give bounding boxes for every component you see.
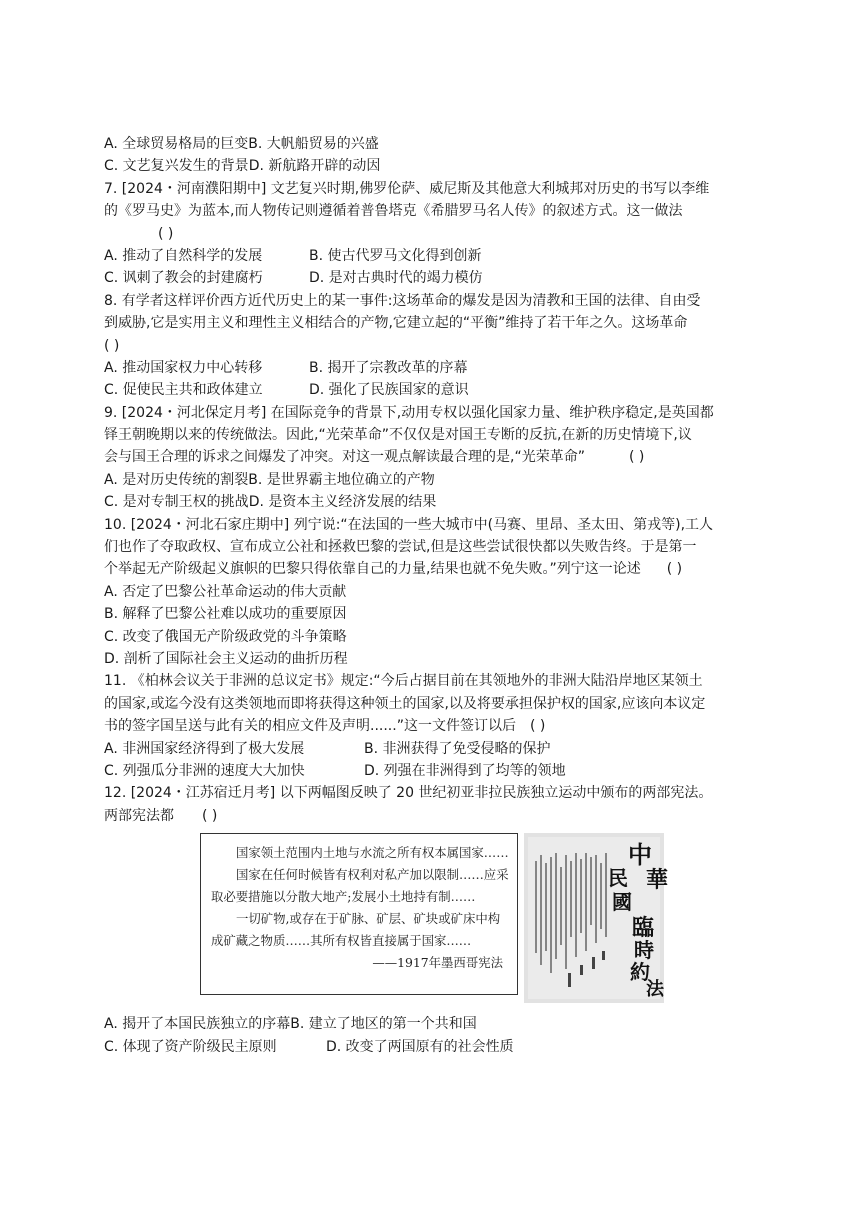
question-8 [104,290,764,402]
q9-option-a: A. 是对历史传统的割裂 [104,471,249,488]
title-char: 民 [608,866,628,891]
q12-option-d: D. 改变了两国原有的社会性质 [326,1038,514,1055]
excerpt-line: 取必要措施以分散大地产;发展小土地持有制…… [211,889,476,905]
q9-stem-line-3: 会与国王合理的诉求之间爆发了冲突。对这一观点解读最合理的是,“光荣革命” ( ) [104,449,645,466]
q9-stem-line-1: 9. [2024・河北保定月考] 在国际竞争的背景下,动用专权以强化国家力量、维护秩序稳定,是英国都 [104,404,714,421]
question-9 [104,402,764,514]
q9-options-row-2 [104,491,764,513]
q8-option-d: D. 强化了民族国家的意识 [309,382,469,399]
excerpt-line: 一切矿物,或存在于矿脉、矿层、矿块或矿床中构 [236,911,501,927]
q6-option-b: B. 大帆船贸易的兴盛 [248,136,379,152]
question-10 [104,514,764,671]
q7-options-row-2 [104,267,764,289]
q12-option-a: A. 揭开了本国民族独立的序幕 [104,1016,291,1033]
title-char: 國 [612,890,632,915]
q7-options-row-1 [104,245,764,267]
q6-option-c: C. 文艺复兴发生的背景 [104,158,249,175]
excerpt-line: 国家领土范围内土地与水流之所有权本属国家…… [236,845,509,861]
question-12 [104,782,764,1058]
q8-answer-bracket: ( ) [104,337,120,354]
q8-option-c: C. 促使民主共和政体建立 [104,382,263,399]
q7-option-d: D. 是对古典时代的竭力模仿 [309,270,483,287]
q9-option-c: C. 是对专制王权的挑战 [104,494,249,511]
q11-option-b: B. 非洲获得了免受侵略的保护 [364,740,551,757]
q9-options-row-1 [104,469,764,491]
question-list [104,133,764,1058]
q11-answer-bracket: ( ) [529,718,546,735]
q11-option-a: A. 非洲国家经济得到了极大发展 [104,740,305,757]
provisional-constitution-photo [524,833,669,1003]
q8-options-row-2 [104,379,764,401]
title-char: 法 [646,979,664,1001]
q9-stem-line-2: 铎王朝晚期以来的传统做法。因此,“光荣革命”不仅仅是对国王专断的反抗,在新的历史情境下,议 [104,427,692,444]
q11-options-row-1 [104,738,764,760]
q7-stem-line-2: 的《罗马史》为蓝本,而人物传记则遵循着普鲁塔克《希腊罗马名人传》的叙述方式。这一做法 [104,203,683,220]
q12-option-b: B. 建立了地区的第一个共和国 [290,1016,477,1033]
q8-stem-line-2: 到威胁,它是实用主义和理性主义相结合的产物,它建立起的“平衡”维持了若干年之久。这场革命 [104,315,688,332]
q12-options-row-2 [104,1036,764,1058]
question-11 [104,670,764,782]
title-char: 中 [628,840,652,870]
q12-stem-line-1: 12. [2024・江苏宿迁月考] 以下两幅图反映了 20 世纪初亚非拉民族独立运动中颁布的两部宪法。 [104,785,713,802]
q8-stem-line-1: 8. 有学者这样评价西方近代历史上的某一事件:这场革命的爆发是因为清教和王国的法律、自由受 [104,292,701,309]
question-7 [104,178,764,290]
q10-option-d: D. 剖析了国际社会主义运动的曲折历程 [104,650,348,667]
q11-stem-line-3: 书的签字国呈送与此有关的相应文件及声明......”这一文件签订以后 ( ) [104,718,546,735]
q11-option-c: C. 列强瓜分非洲的速度大大加快 [104,762,305,779]
q10-answer-bracket: ( ) [666,561,683,578]
q12-stem-line-2: 两部宪法都 ( ) [104,807,218,824]
q7-option-a: A. 推动了自然科学的发展 [104,247,263,264]
q6-option-d: D. 新航路开辟的动因 [248,158,381,175]
mexico-constitution-excerpt [200,833,518,995]
q10-stem-line-3: 个举起无产阶级起义旗帜的巴黎只得依靠自己的力量,结果也就不免失败。”列宁这一论述 ( ) [104,561,683,578]
q7-option-b: B. 使古代罗马文化得到创新 [309,247,482,264]
provisional-constitution-image [524,833,669,1003]
title-char: 約 [630,960,650,985]
q7-option-c: C. 讽刺了教会的封建腐朽 [104,270,263,287]
q10-option-c: C. 改变了俄国无产阶级政党的斗争策略 [104,628,347,645]
q10-stem-line-2: 们也作了夺取政权、宣布成立公社和拯救巴黎的尝试,但是这些尝试很快都以失败告终。于是第一 [104,539,697,556]
q11-stem-line-1: 11. 《柏林会议关于非洲的总议定书》规定:“今后占据目前在其领地外的非洲大陆沿岸地区某领土 [104,673,703,690]
excerpt-source: ——1917年墨西哥宪法 [372,955,503,971]
q10-stem-line-1: 10. [2024・河北石家庄期中] 列宁说:“在法国的一些大城市中(马赛、里昂、圣太田、第戎等),工人 [104,516,714,533]
title-char: 時 [634,938,654,963]
q12-option-c: C. 体现了资产阶级民主原则 [104,1038,277,1055]
q12-options-row-1 [104,1013,764,1035]
q7-stem-line-1: 7. [2024・河南濮阳期中] 文艺复兴时期,佛罗伦萨、威尼斯及其他意大利城邦对历史的书写以李维 [104,180,710,197]
excerpt-line: 国家在任何时候皆有权利对私产加以限制……应采 [236,867,509,883]
q8-option-b: B. 揭开了宗教改革的序幕 [309,359,468,376]
q11-option-d: D. 列强在非洲得到了均等的领地 [364,762,566,779]
q6-options-row-1 [104,133,764,155]
q9-option-b: B. 是世界霸主地位确立的产物 [248,471,435,488]
q12-figures [104,833,764,1009]
q6-options-row-2 [104,155,764,177]
q8-option-a: A. 推动国家权力中心转移 [104,359,263,376]
q6-option-a: A. 全球贸易格局的巨变 [104,136,249,152]
q11-options-row-2 [104,760,764,782]
q10-option-b: B. 解释了巴黎公社难以成功的重要原因 [104,606,347,623]
q7-answer-bracket: ( ) [158,225,174,242]
q9-answer-bracket: ( ) [628,449,645,466]
title-char: 臨 [632,915,655,942]
q10-option-a: A. 否定了巴黎公社革命运动的伟大贡献 [104,583,347,600]
q8-options-row-1 [104,357,764,379]
q11-stem-line-2: 的国家,或迄今没有这类领地而即将获得这种领土的国家,以及将要承担保护权的国家,应该向本议定 [104,695,706,712]
q12-answer-bracket: ( ) [202,807,218,824]
q9-option-d: D. 是资本主义经济发展的结果 [248,494,437,511]
excerpt-line: 成矿藏之物质……其所有权皆直接属于国家…… [211,933,472,949]
title-char: 華 [646,867,669,894]
